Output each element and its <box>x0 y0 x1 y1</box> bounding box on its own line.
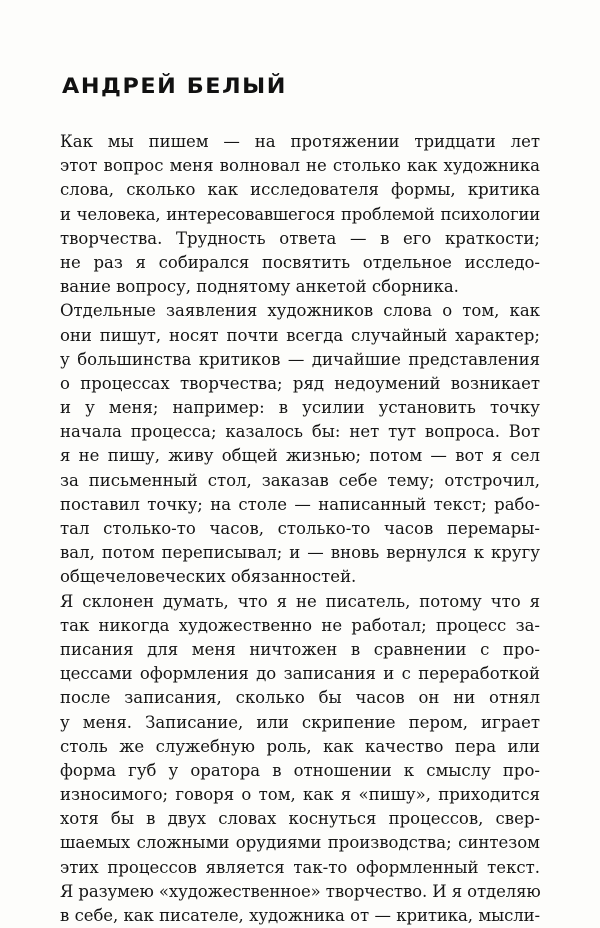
body-text <box>60 130 540 928</box>
text-line: начала процесса; казалось бы: нет тут вопроса. Вот <box>60 422 540 442</box>
text-line: этот вопрос меня волновал не столько как художника <box>60 156 540 176</box>
text-line: у большинства критиков — дичайшие представления <box>60 349 540 369</box>
text-line: за письменный стол, заказав себе тему; отстрочил, <box>60 470 540 490</box>
text-line: Как мы пишем — на протяжении тридцати лет <box>60 132 540 151</box>
text-line: у меня. Записание, или скрипение пером, играет <box>60 712 540 732</box>
text-line: поставил точку; на столе — написанный текст; рабо- <box>60 494 540 514</box>
text-line: не раз я собирался посвятить отдельное исследо- <box>60 252 540 272</box>
text-line: Я разумею «художественное» творчество. И я отделяю <box>60 881 541 901</box>
text-line: они пишут, носят почти всегда случайный характер; <box>60 325 540 345</box>
author-heading: АНДРЕЙ БЕЛЫЙ <box>62 74 288 98</box>
text-line: этих процессов является так-то оформленный текст. <box>60 857 540 877</box>
text-line: общечеловеческих обязанностей. <box>60 567 357 587</box>
text-line: форма губ у оратора в отношении к смыслу про- <box>60 760 540 780</box>
text-line: так никогда художественно не работал; процесс за- <box>60 615 540 635</box>
text-line: и у меня; например: в усилии установить точку <box>60 398 540 418</box>
text-line: после записания, сколько бы часов он ни отнял <box>60 688 540 708</box>
text-line: вал, потом переписывал; и — вновь вернулся к кругу <box>60 543 540 563</box>
text-line: о процессах творчества; ряд недоумений возникает <box>60 373 540 393</box>
text-line: писания для меня ничтожен в сравнении с про- <box>60 639 540 659</box>
text-line: шаемых сложными орудиями производства; синтезом <box>60 833 540 853</box>
text-line: и человека, интересовавшегося проблемой психологии <box>60 204 540 224</box>
text-line: хотя бы в двух словах коснуться процессов, свер- <box>60 809 540 829</box>
text-line: износимого; говоря о том, как я «пишу», приходится <box>60 785 540 805</box>
text-line: Отдельные заявления художников слова о том, как <box>60 301 540 321</box>
text-line: в себе, как писателе, художника от — критика, мысли- <box>60 906 540 925</box>
text-line: столь же служебную роль, как качество пера или <box>60 736 540 756</box>
text-line: творчества. Трудность ответа — в его краткости; <box>60 228 540 248</box>
text-line: тал столько-то часов, столько-то часов перемары- <box>60 519 540 538</box>
text-line: Я склонен думать, что я не писатель, потому что я <box>60 591 540 611</box>
text-line: слова, сколько как исследователя формы, критика <box>60 180 540 200</box>
text-line: вание вопросу, поднятому анкетой сборника. <box>60 277 459 297</box>
text-line: я не пишу, живу общей жизнью; потом — вот я сел <box>60 446 540 466</box>
text-line: цессами оформления до записания и с переработкой <box>60 664 540 684</box>
